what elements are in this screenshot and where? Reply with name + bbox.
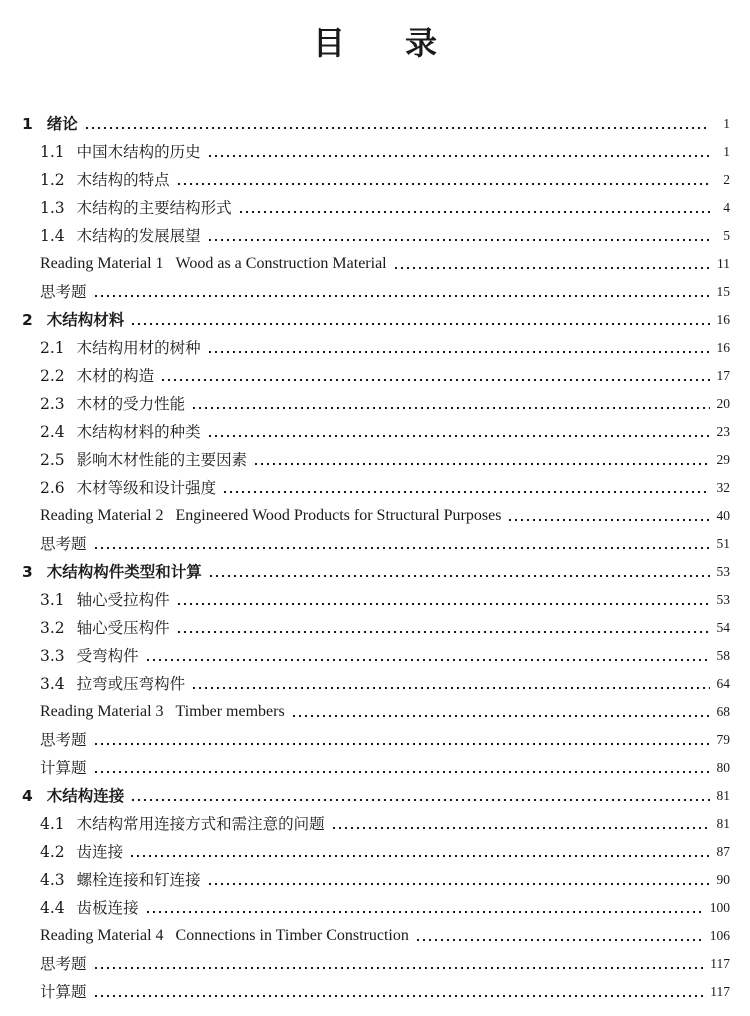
toc-entry-page-number: 81	[716, 816, 730, 831]
dot-leader	[207, 350, 710, 354]
toc-entry-number: 1.2	[40, 171, 65, 189]
toc-entry-number: 2.6	[40, 479, 65, 497]
toc-entry-title: 轴心受拉构件	[76, 591, 170, 609]
toc-entry[interactable]	[22, 834, 730, 862]
dot-leader	[176, 630, 710, 634]
dot-leader	[415, 938, 704, 942]
toc-entry-number: 3	[22, 563, 33, 581]
toc-entry-number: 1.3	[40, 199, 65, 217]
toc-entry[interactable]	[22, 162, 730, 190]
toc-entry-number: 2	[22, 311, 33, 329]
toc-entry-label	[40, 702, 291, 722]
toc-entry-label	[40, 422, 207, 442]
toc-entry[interactable]	[22, 358, 730, 386]
toc-entry-label	[40, 366, 160, 386]
toc-entry-number: 1	[22, 115, 33, 133]
toc-entry-page-number: 79	[716, 732, 730, 747]
page-title	[0, 18, 750, 64]
dot-leader	[145, 658, 710, 662]
toc-entry-label	[40, 954, 93, 974]
toc-entry-number: 3.1	[40, 591, 65, 609]
toc-entry[interactable]	[22, 582, 730, 610]
toc-entry-page-number: 68	[716, 704, 730, 719]
dot-leader	[507, 518, 710, 522]
toc-entry-label	[40, 982, 93, 1002]
toc-entry-label	[22, 114, 84, 134]
toc-entry-label	[40, 170, 176, 190]
toc-entry-title: 计算题	[40, 983, 87, 1001]
dot-leader	[207, 238, 710, 242]
dot-leader	[93, 294, 710, 298]
toc-entry-label	[40, 478, 222, 498]
toc-entry[interactable]	[22, 218, 730, 246]
toc-entry[interactable]	[22, 330, 730, 358]
toc-entry-label	[40, 646, 145, 666]
toc-entry-title: 思考题	[40, 955, 87, 973]
toc-entry-number: Reading Material 2	[40, 507, 164, 524]
table-of-contents	[22, 106, 730, 1002]
dot-leader	[129, 854, 710, 858]
toc-entry[interactable]	[22, 806, 730, 834]
toc-entry-title: 绪论	[46, 115, 78, 133]
dot-leader	[130, 798, 710, 802]
toc-entry[interactable]	[22, 918, 730, 946]
toc-entry-label	[40, 758, 93, 778]
toc-entry-label	[40, 394, 191, 414]
toc-entry[interactable]	[22, 750, 730, 778]
toc-entry[interactable]	[22, 442, 730, 470]
dot-leader	[93, 770, 710, 774]
toc-entry-page-number: 54	[716, 620, 730, 635]
toc-entry-title: 木结构连接	[46, 787, 125, 805]
dot-leader	[207, 882, 710, 886]
toc-entry-title: 齿连接	[76, 843, 124, 861]
toc-entry-page-number: 106	[709, 928, 730, 943]
toc-entry[interactable]	[22, 890, 730, 918]
toc-entry-title: Timber members	[175, 703, 285, 720]
toc-entry[interactable]	[22, 610, 730, 638]
toc-entry-page-number: 117	[710, 956, 730, 971]
toc-entry[interactable]	[22, 386, 730, 414]
dot-leader	[208, 574, 710, 578]
page-title-char-2: 录	[405, 24, 438, 62]
toc-entry-title: 思考题	[40, 283, 87, 301]
dot-leader	[84, 126, 710, 130]
toc-entry-number: 2.1	[40, 339, 65, 357]
toc-entry-label	[40, 198, 238, 218]
toc-entry-page-number: 16	[716, 340, 730, 355]
toc-entry-title: 木结构用材的树种	[76, 339, 201, 357]
toc-entry-number: 1.1	[40, 143, 65, 161]
toc-entry-page-number: 32	[716, 480, 730, 495]
toc-entry-label	[40, 814, 331, 834]
toc-entry-title: 螺栓连接和钉连接	[76, 871, 201, 889]
toc-entry-page-number: 53	[716, 564, 730, 579]
toc-entry[interactable]	[22, 134, 730, 162]
toc-entry-title: 木结构的特点	[76, 171, 170, 189]
toc-entry-label	[40, 338, 207, 358]
toc-entry[interactable]	[22, 470, 730, 498]
toc-entry-title: 思考题	[40, 535, 87, 553]
toc-entry-page-number: 51	[716, 536, 730, 551]
toc-entry-number: 3.3	[40, 647, 65, 665]
toc-entry-label	[40, 282, 93, 302]
dot-leader	[253, 462, 710, 466]
toc-entry-page-number: 53	[716, 592, 730, 607]
toc-entry-number: Reading Material 1	[40, 255, 164, 272]
toc-entry-label	[40, 674, 191, 694]
toc-entry[interactable]	[22, 666, 730, 694]
toc-entry-number: 2.5	[40, 451, 65, 469]
toc-entry-page-number: 1	[723, 144, 730, 159]
toc-entry-title: Connections in Timber Construction	[175, 927, 409, 944]
toc-entry-label	[40, 926, 415, 946]
toc-entry-page-number: 81	[716, 788, 730, 803]
toc-entry[interactable]	[22, 526, 730, 554]
toc-entry[interactable]	[22, 190, 730, 218]
toc-entry-page-number: 58	[716, 648, 730, 663]
toc-entry-label	[40, 506, 507, 526]
toc-entry-title: 木结构构件类型和计算	[46, 563, 202, 581]
toc-entry-page-number: 17	[716, 368, 730, 383]
dot-leader	[238, 210, 710, 214]
toc-entry-number: 1.4	[40, 227, 65, 245]
toc-entry-number: 4.4	[40, 899, 65, 917]
dot-leader	[130, 322, 710, 326]
toc-entry[interactable]	[22, 274, 730, 302]
toc-entry-title: 木结构材料的种类	[76, 423, 201, 441]
toc-entry-number: 3.2	[40, 619, 65, 637]
toc-entry-page-number: 20	[716, 396, 730, 411]
toc-entry[interactable]	[22, 722, 730, 750]
toc-entry-page-number: 117	[710, 984, 730, 999]
dot-leader	[222, 490, 710, 494]
toc-entry-page-number: 29	[716, 452, 730, 467]
toc-entry-title: 木结构的主要结构形式	[76, 199, 232, 217]
toc-entry-page-number: 5	[723, 228, 730, 243]
dot-leader	[207, 434, 710, 438]
toc-entry-number: 2.2	[40, 367, 65, 385]
toc-entry-title: 受弯构件	[76, 647, 139, 665]
toc-entry-page-number: 2	[723, 172, 730, 187]
toc-entry[interactable]	[22, 946, 730, 974]
toc-entry-label	[40, 842, 129, 862]
toc-entry-title: 木结构的发展展望	[76, 227, 201, 245]
dot-leader	[160, 378, 710, 382]
toc-entry-page-number: 90	[716, 872, 730, 887]
toc-entry-label	[40, 534, 93, 554]
toc-entry-label	[40, 450, 253, 470]
toc-entry-label	[22, 310, 130, 330]
toc-entry-page-number: 80	[716, 760, 730, 775]
toc-entry-title: Engineered Wood Products for Structural Purposes	[175, 507, 502, 524]
toc-entry-page-number: 87	[716, 844, 730, 859]
toc-entry-number: 2.4	[40, 423, 65, 441]
toc-entry-page-number: 23	[716, 424, 730, 439]
toc-entry[interactable]	[22, 974, 730, 1002]
toc-entry-label	[40, 618, 176, 638]
dot-leader	[93, 546, 710, 550]
toc-entry[interactable]	[22, 106, 730, 134]
toc-entry-number: 4.2	[40, 843, 65, 861]
page-title-char-1: 目	[312, 24, 345, 62]
toc-entry[interactable]	[22, 414, 730, 442]
toc-entry-title: 轴心受压构件	[76, 619, 170, 637]
dot-leader	[145, 910, 704, 914]
dot-leader	[291, 714, 710, 718]
toc-entry-title: Wood as a Construction Material	[175, 255, 387, 272]
toc-entry[interactable]	[22, 302, 730, 330]
toc-entry-label	[40, 898, 145, 918]
toc-entry[interactable]	[22, 554, 730, 582]
dot-leader	[93, 966, 705, 970]
toc-entry-label	[40, 870, 207, 890]
dot-leader	[176, 182, 710, 186]
dot-leader	[393, 266, 710, 270]
toc-entry-number: 4.3	[40, 871, 65, 889]
toc-entry-number: 4	[22, 787, 33, 805]
toc-entry-page-number: 100	[709, 900, 730, 915]
dot-leader	[93, 742, 710, 746]
toc-entry-title: 木结构常用连接方式和需注意的问题	[76, 815, 325, 833]
toc-entry-label	[22, 562, 208, 582]
toc-entry-title: 木材等级和设计强度	[76, 479, 217, 497]
toc-entry[interactable]	[22, 778, 730, 806]
toc-entry-title: 木材的受力性能	[76, 395, 186, 413]
dot-leader	[207, 154, 710, 158]
toc-entry-page-number: 4	[723, 200, 730, 215]
toc-entry-page-number: 11	[717, 256, 730, 271]
toc-entry-label	[40, 142, 207, 162]
dot-leader	[93, 994, 705, 998]
dot-leader	[331, 826, 710, 830]
toc-entry-title: 拉弯或压弯构件	[76, 675, 186, 693]
toc-entry-title: 影响木材性能的主要因素	[76, 451, 248, 469]
toc-entry-page-number: 64	[716, 676, 730, 691]
toc-entry[interactable]	[22, 498, 730, 526]
toc-entry-label	[22, 786, 130, 806]
toc-entry-title: 计算题	[40, 759, 87, 777]
toc-entry-label	[40, 590, 176, 610]
toc-entry-page-number: 16	[716, 312, 730, 327]
toc-entry-number: 3.4	[40, 675, 65, 693]
toc-entry-page-number: 40	[716, 508, 730, 523]
toc-entry[interactable]	[22, 246, 730, 274]
toc-entry-page-number: 15	[716, 284, 730, 299]
dot-leader	[191, 686, 710, 690]
toc-entry-number: Reading Material 4	[40, 927, 164, 944]
dot-leader	[176, 602, 710, 606]
toc-entry-title: 木材的构造	[76, 367, 155, 385]
toc-entry-number: 2.3	[40, 395, 65, 413]
toc-entry-label	[40, 254, 393, 274]
toc-entry-label	[40, 226, 207, 246]
dot-leader	[191, 406, 710, 410]
toc-entry-title: 思考题	[40, 731, 87, 749]
toc-entry-number: Reading Material 3	[40, 703, 164, 720]
toc-entry-page-number: 1	[723, 116, 730, 131]
toc-entry-title: 中国木结构的历史	[76, 143, 201, 161]
toc-entry[interactable]	[22, 862, 730, 890]
toc-entry-title: 齿板连接	[76, 899, 139, 917]
toc-entry-number: 4.1	[40, 815, 65, 833]
toc-entry[interactable]	[22, 638, 730, 666]
toc-entry-label	[40, 730, 93, 750]
toc-entry[interactable]	[22, 694, 730, 722]
toc-entry-title: 木结构材料	[46, 311, 125, 329]
